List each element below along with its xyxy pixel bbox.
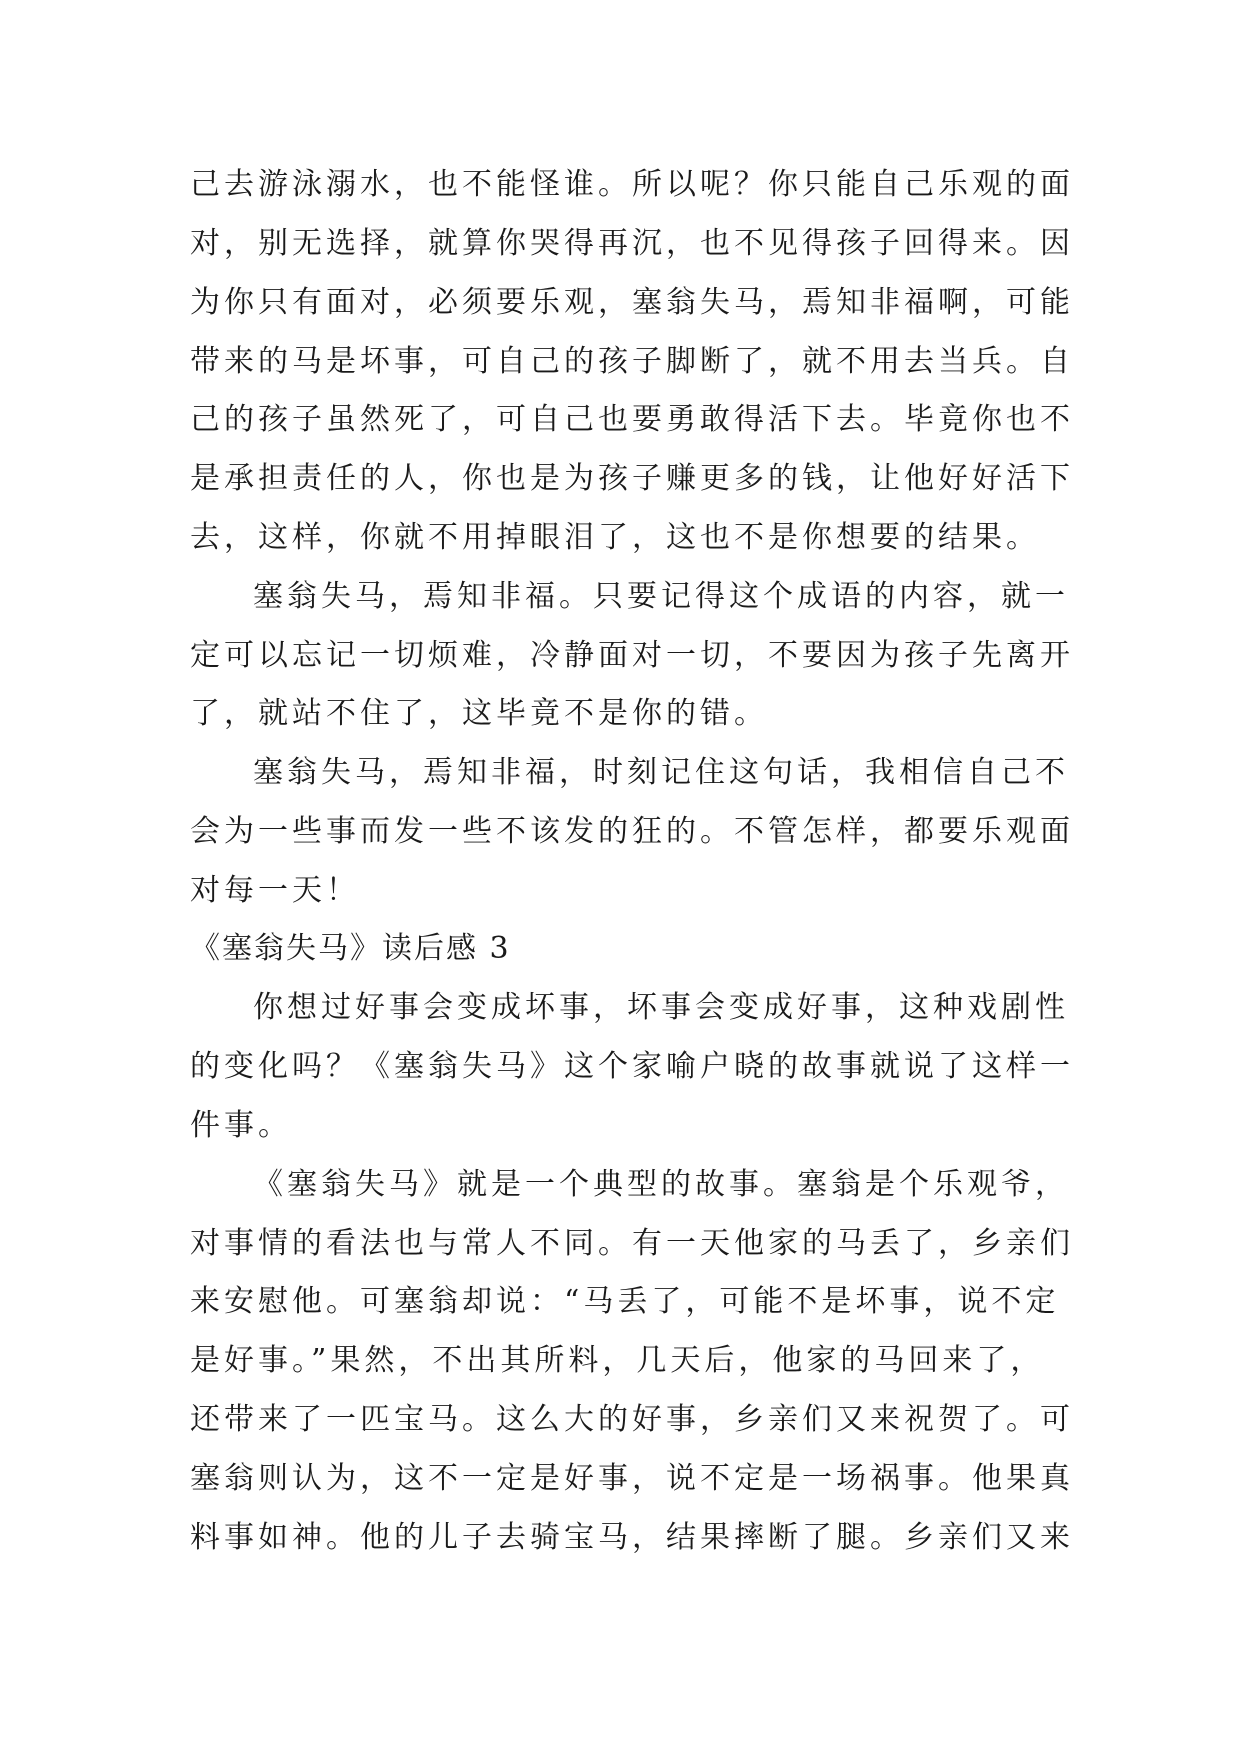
text-line: 来安慰他。可塞翁却说：“马丢了，可能不是坏事，说不定 [190, 1284, 1060, 1319]
text-line: 了，就站不住了，这毕竟不是你的错。 [190, 696, 768, 731]
paragraph-first-line: 塞翁失马，焉知非福。只要记得这个成语的内容，就一 [253, 579, 1069, 614]
text-line: 是好事。”果然，不出其所料，几天后，他家的马回来了， [190, 1343, 1045, 1378]
text-line: 去，这样，你就不用掉眼泪了，这也不是你想要的结果。 [190, 520, 1040, 555]
text-line: 己去游泳溺水，也不能怪谁。所以呢？你只能自己乐观的面 [190, 167, 1074, 202]
section-heading: 《塞翁失马》读后感 3 [190, 931, 511, 966]
text-line: 料事如神。他的儿子去骑宝马，结果摔断了腿。乡亲们又来 [190, 1520, 1074, 1555]
text-line: 为你只有面对，必须要乐观，塞翁失马，焉知非福啊，可能 [190, 285, 1074, 320]
paragraph-first-line: 《塞翁失马》就是一个典型的故事。塞翁是个乐观爷， [253, 1167, 1069, 1202]
paragraph-first-line: 塞翁失马，焉知非福，时刻记住这句话，我相信自己不 [253, 755, 1069, 790]
text-line: 对事情的看法也与常人不同。有一天他家的马丢了，乡亲们 [190, 1226, 1074, 1261]
text-line: 对每一天！ [190, 873, 360, 908]
text-line: 定可以忘记一切烦难，冷静面对一切，不要因为孩子先离开 [190, 638, 1074, 673]
text-line: 塞翁则认为，这不一定是好事，说不定是一场祸事。他果真 [190, 1461, 1074, 1496]
paragraph-first-line: 你想过好事会变成坏事，坏事会变成好事，这种戏剧性 [253, 990, 1069, 1025]
text-line: 件事。 [190, 1108, 292, 1143]
text-line: 己的孩子虽然死了，可自己也要勇敢得活下去。毕竟你也不 [190, 402, 1074, 437]
text-line: 会为一些事而发一些不该发的狂的。不管怎样，都要乐观面 [190, 814, 1074, 849]
text-line: 还带来了一匹宝马。这么大的好事，乡亲们又来祝贺了。可 [190, 1402, 1074, 1437]
text-line: 是承担责任的人，你也是为孩子赚更多的钱，让他好好活下 [190, 461, 1074, 496]
text-line: 对，别无选择，就算你哭得再沉，也不见得孩子回得来。因 [190, 226, 1074, 261]
text-line: 带来的马是坏事，可自己的孩子脚断了，就不用去当兵。自 [190, 344, 1074, 379]
text-line: 的变化吗？《塞翁失马》这个家喻户晓的故事就说了这样一 [190, 1049, 1074, 1084]
